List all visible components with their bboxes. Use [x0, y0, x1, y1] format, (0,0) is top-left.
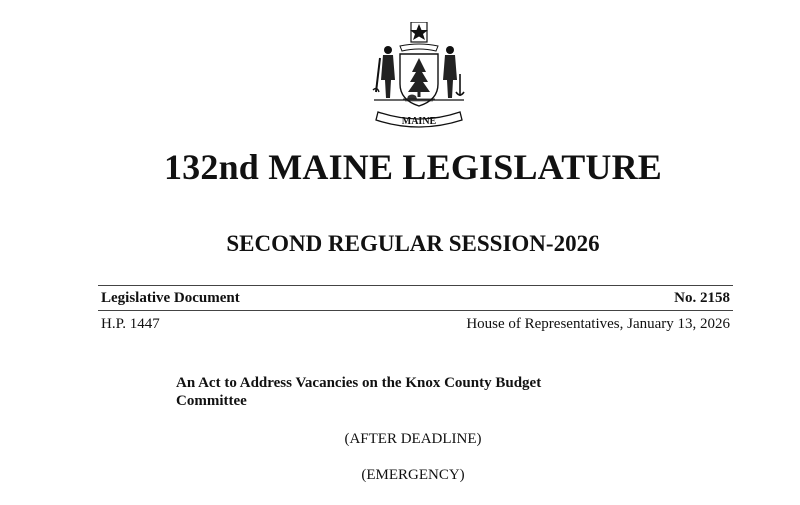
legislature-title: 132nd MAINE LEGISLATURE	[163, 147, 663, 187]
emergency-status: (EMERGENCY)	[361, 467, 465, 483]
chamber-and-date: House of Representatives, January 13, 2026	[466, 316, 730, 332]
after-deadline-status: (AFTER DEADLINE)	[344, 431, 482, 447]
session-title: SECOND REGULAR SESSION-2026	[226, 231, 600, 256]
svg-text:MAINE: MAINE	[401, 116, 437, 127]
house-paper-row	[101, 315, 730, 333]
legislative-document-label: Legislative Document	[101, 290, 240, 306]
house-paper-number: H.P. 1447	[101, 316, 160, 332]
act-title-line-1: An Act to Address Vacancies on the Knox County Budget	[176, 375, 542, 391]
act-title	[176, 374, 616, 410]
document-number: No. 2158	[674, 290, 730, 306]
middle-divider	[98, 310, 733, 311]
act-title-line-2: Committee	[176, 393, 247, 409]
document-info-row	[101, 289, 730, 307]
maine-state-seal-icon	[370, 22, 468, 134]
top-divider	[98, 285, 733, 286]
